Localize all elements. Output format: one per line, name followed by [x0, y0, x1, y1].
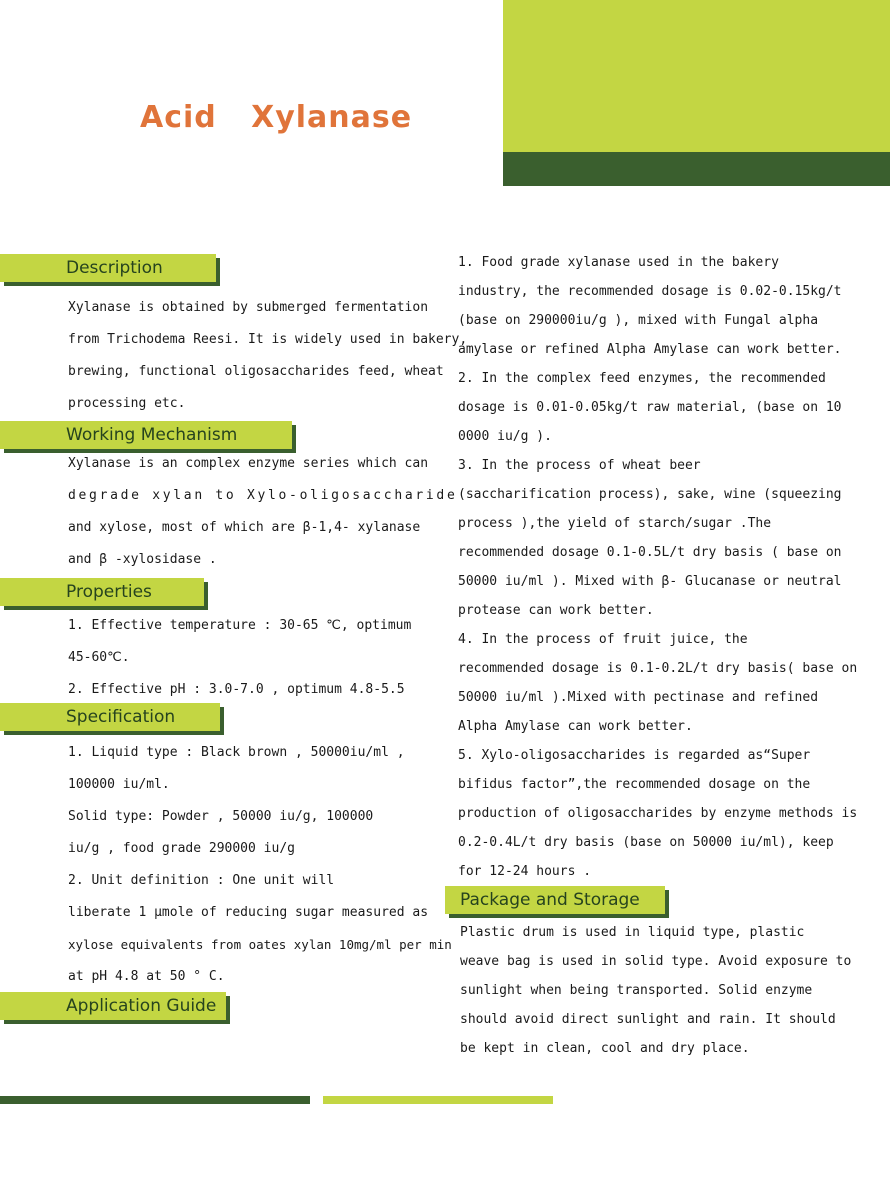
text-line: Alpha Amylase can work better.: [458, 719, 693, 734]
properties-text: [68, 610, 411, 706]
specification-text: [68, 737, 452, 993]
description-text: [68, 292, 467, 420]
text-line: processing etc.: [68, 396, 186, 411]
package-storage-text: [460, 918, 851, 1063]
application-guide-text: [458, 248, 857, 886]
text-line: process ),the yield of starch/sugar .The: [458, 516, 772, 531]
text-line: 4. In the process of fruit juice, the: [458, 632, 748, 647]
header-dark-band: [503, 152, 890, 186]
text-line: and xylose, most of which are β-1,4- xylanase: [68, 520, 421, 535]
text-line: 50000 iu/ml ). Mixed with β- Glucanase or neutral: [458, 574, 842, 589]
text-line: iu/g , food grade 290000 iu/g: [68, 841, 295, 856]
text-line: 100000 iu/ml.: [68, 777, 170, 792]
text-line: recommended dosage is 0.1-0.2L/t dry basis( base on: [458, 661, 858, 676]
text-line: industry, the recommended dosage is 0.02-0.15kg/t: [458, 284, 842, 299]
section-heading-application-guide: Application Guide: [0, 992, 226, 1020]
text-line: 3. In the process of wheat beer: [458, 458, 701, 473]
text-line: 5. Xylo-oligosaccharides is regarded as“Super: [458, 748, 811, 763]
header-green-block: [503, 0, 890, 152]
page-title: Acid Xylanase: [140, 100, 413, 135]
text-line: liberate 1 μmole of reducing sugar measured as: [68, 905, 429, 920]
text-line: 0000 iu/g ).: [458, 429, 552, 444]
text-line: from Trichodema Reesi. It is widely used in bakery,: [68, 332, 468, 347]
section-heading-working-mechanism: Working Mechanism: [0, 421, 292, 449]
text-line: 50000 iu/ml ).Mixed with pectinase and refined: [458, 690, 819, 705]
text-line: 45-60℃.: [68, 650, 130, 665]
text-line: at pH 4.8 at 50 ° C.: [68, 969, 225, 984]
section-heading-specification: Specification: [0, 703, 220, 731]
text-line: dosage is 0.01-0.05kg/t raw material, (base on 10: [458, 400, 842, 415]
text-line: weave bag is used in solid type. Avoid exposure to: [460, 954, 852, 969]
text-line: 2. Unit definition : One unit will: [68, 873, 335, 888]
text-line: 0.2-0.4L/t dry basis (base on 50000 iu/ml), keep: [458, 835, 834, 850]
text-line: Xylanase is an complex enzyme series which can: [68, 456, 429, 471]
section-heading-package-storage: Package and Storage: [445, 886, 665, 914]
text-line: Xylanase is obtained by submerged fermentation: [68, 300, 429, 315]
text-line: recommended dosage 0.1-0.5L/t dry basis ( base on: [458, 545, 842, 560]
text-line: and β -xylosidase .: [68, 552, 217, 567]
text-line: amylase or refined Alpha Amylase can work better.: [458, 342, 842, 357]
text-line: protease can work better.: [458, 603, 654, 618]
text-line: brewing, functional oligosaccharides feed, wheat: [68, 364, 444, 379]
text-line: Plastic drum is used in liquid type, plastic: [460, 925, 805, 940]
text-line: Solid type: Powder , 50000 iu/g, 100000: [68, 809, 374, 824]
text-line: 2. Effective pH : 3.0-7.0 , optimum 4.8-5.5: [68, 682, 405, 697]
text-line: 1. Liquid type : Black brown , 50000iu/ml ,: [68, 745, 405, 760]
working-mechanism-text: [68, 448, 458, 576]
text-line: production of oligosaccharides by enzyme methods is: [458, 806, 858, 821]
section-heading-description: Description: [0, 254, 216, 282]
text-line: xylose equivalents from oates xylan 10mg/ml per min: [68, 937, 452, 952]
text-line: for 12-24 hours .: [458, 864, 592, 879]
text-line: 1. Effective temperature : 30-65 ℃, optimum: [68, 618, 412, 633]
text-line: sunlight when being transported. Solid enzyme: [460, 983, 813, 998]
footer-dark-bar: [0, 1096, 310, 1104]
text-line: 1. Food grade xylanase used in the bakery: [458, 255, 779, 270]
text-line: (base on 290000iu/g ), mixed with Fungal alpha: [458, 313, 819, 328]
text-line: should avoid direct sunlight and rain. It should: [460, 1012, 836, 1027]
footer-light-bar: [323, 1096, 553, 1104]
text-line: bifidus factor”,the recommended dosage on the: [458, 777, 811, 792]
text-line: degrade xylan to Xylo-oligosaccharide: [68, 488, 458, 503]
text-line: 2. In the complex feed enzymes, the recommended: [458, 371, 826, 386]
section-heading-properties: Properties: [0, 578, 204, 606]
text-line: be kept in clean, cool and dry place.: [460, 1041, 750, 1056]
text-line: (saccharification process), sake, wine (squeezing: [458, 487, 842, 502]
